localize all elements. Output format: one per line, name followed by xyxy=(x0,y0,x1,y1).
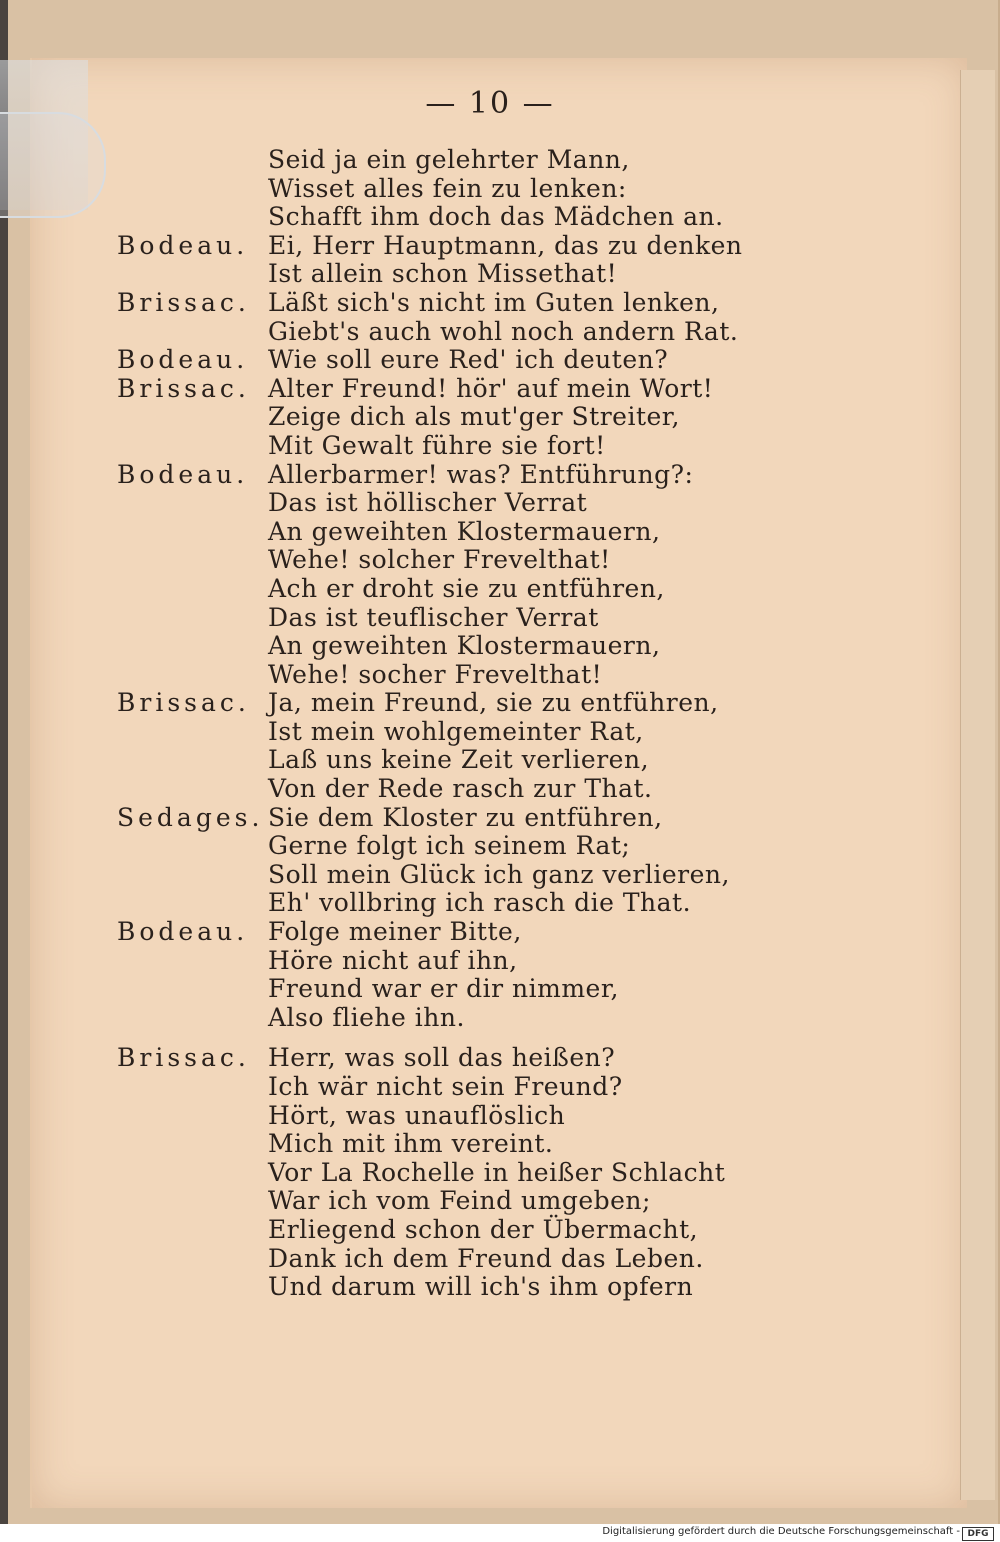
verse-text: Seid ja ein gelehrter Mann, xyxy=(268,145,630,174)
verse-line xyxy=(0,1273,1000,1302)
verse-line xyxy=(0,318,1000,347)
verse-text: Schafft ihm doch das Mädchen an. xyxy=(268,202,724,232)
verse-line xyxy=(0,1044,1000,1073)
verse-line xyxy=(0,546,1000,575)
verse-text: Allerbarmer! was? Entführung?: xyxy=(268,459,694,489)
verse-text: An geweihten Klostermauern, xyxy=(268,631,661,661)
verse-line xyxy=(0,175,1000,204)
verse-line xyxy=(0,775,1000,804)
verse-line xyxy=(0,689,1000,718)
verse-text: Von der Rede rasch zur That. xyxy=(268,774,653,804)
verse-text: Freund war er dir nimmer, xyxy=(268,974,619,1004)
verse-text: An geweihten Klostermauern, xyxy=(268,516,661,546)
verse-text: Soll mein Glück ich ganz verlieren, xyxy=(268,859,730,889)
dfg-logo-icon: DFG xyxy=(962,1527,994,1541)
speaker-name: Brissac. xyxy=(117,1043,250,1073)
footer-bar xyxy=(0,1524,1000,1542)
verse-text: War ich vom Feind umgeben; xyxy=(268,1186,651,1216)
verse-text: Läßt sich's nicht im Guten lenken, xyxy=(268,287,720,317)
speaker-name: Brissac. xyxy=(117,373,250,403)
funding-notice: Digitalisierung gefördert durch die Deutsche Forschungsgemeinschaft - xyxy=(602,1526,960,1537)
verse-text: Wisset alles fein zu lenken: xyxy=(268,173,627,203)
verse-text: Ist allein schon Missethat! xyxy=(268,259,618,289)
verse-text: Erliegend schon der Übermacht, xyxy=(268,1214,699,1244)
verse-text: Folge meiner Bitte, xyxy=(268,917,522,947)
speaker-name: Bodeau. xyxy=(117,230,249,260)
verse-text: Höre nicht auf ihn, xyxy=(268,945,518,975)
verse-text: Wehe! socher Frevelthat! xyxy=(268,659,603,689)
verse-line xyxy=(0,1004,1000,1033)
verse-line xyxy=(0,632,1000,661)
verse-line xyxy=(0,1130,1000,1159)
verse-line xyxy=(0,575,1000,604)
verse-line xyxy=(0,661,1000,690)
verse-text: Dank ich dem Freund das Leben. xyxy=(268,1243,704,1273)
verse-text: Das ist teuflischer Verrat xyxy=(268,602,599,632)
verse-text: Und darum will ich's ihm opfern xyxy=(268,1272,694,1302)
verse-line xyxy=(0,232,1000,261)
verse-line xyxy=(0,975,1000,1004)
speaker-name: Bodeau. xyxy=(117,459,249,489)
verse-text: Gerne folgt ich seinem Rat; xyxy=(268,831,631,861)
verse-line xyxy=(0,1073,1000,1102)
verse-text: Herr, was soll das heißen? xyxy=(268,1043,616,1073)
verse-line xyxy=(0,432,1000,461)
speaker-name: Sedages. xyxy=(117,802,264,832)
verse-line xyxy=(0,146,1000,175)
verse-line xyxy=(0,1159,1000,1188)
verse-line xyxy=(0,746,1000,775)
speaker-name: Brissac. xyxy=(117,287,250,317)
verse-text: Mit Gewalt führe sie fort! xyxy=(268,430,606,460)
verse-text: Hört, was unauflöslich xyxy=(268,1100,566,1130)
verse-line xyxy=(0,1245,1000,1274)
verse-text: Sie dem Kloster zu entführen, xyxy=(268,802,663,832)
verse-line xyxy=(0,203,1000,232)
verse-line xyxy=(0,861,1000,890)
verse-line xyxy=(0,289,1000,318)
verse-line xyxy=(0,604,1000,633)
verse-text: Ja, mein Freund, sie zu entführen, xyxy=(268,688,719,718)
verse-text: Ei, Herr Hauptmann, das zu denken xyxy=(268,230,743,260)
verse-text: Ist mein wohlgemeinter Rat, xyxy=(268,716,644,746)
verse-line xyxy=(0,947,1000,976)
verse-line xyxy=(0,375,1000,404)
verse-line xyxy=(0,489,1000,518)
verse-text: Mich mit ihm vereint. xyxy=(268,1129,554,1159)
verse-line xyxy=(0,346,1000,375)
verse-line xyxy=(0,1102,1000,1131)
verse-text: Laß uns keine Zeit verlieren, xyxy=(268,745,650,775)
verse-text: Alter Freund! hör' auf mein Wort! xyxy=(268,373,714,403)
verse-line xyxy=(0,1187,1000,1216)
speaker-name: Brissac. xyxy=(117,688,250,718)
verse-text: Giebt's auch wohl noch andern Rat. xyxy=(268,316,739,346)
verse-line xyxy=(0,260,1000,289)
verse-text: Das ist höllischer Verrat xyxy=(268,488,588,518)
verse-line xyxy=(0,1216,1000,1245)
verse-line xyxy=(0,518,1000,547)
verse-line xyxy=(0,889,1000,918)
verse-text: Wie soll eure Red' ich deuten? xyxy=(268,345,669,375)
verse-text: Zeige dich als mut'ger Streiter, xyxy=(268,402,680,432)
page-number: — 10 — xyxy=(425,86,555,121)
verse-line xyxy=(0,461,1000,490)
verse-line xyxy=(0,832,1000,861)
verse-line xyxy=(0,804,1000,833)
verse-line xyxy=(0,718,1000,747)
verse-text: Ach er droht sie zu entführen, xyxy=(268,573,665,603)
verse-text: Ich wär nicht sein Freund? xyxy=(268,1072,623,1101)
verse-line xyxy=(0,918,1000,947)
verse-text: Also fliehe ihn. xyxy=(268,1002,465,1032)
speaker-name: Bodeau. xyxy=(117,917,249,947)
verse-text: Vor La Rochelle in heißer Schlacht xyxy=(268,1157,726,1187)
verse-text-block xyxy=(0,146,1000,1302)
verse-text: Eh' vollbring ich rasch die That. xyxy=(268,888,692,918)
verse-line xyxy=(0,403,1000,432)
speaker-name: Bodeau. xyxy=(117,345,249,375)
verse-text: Wehe! solcher Frevelthat! xyxy=(268,545,611,575)
